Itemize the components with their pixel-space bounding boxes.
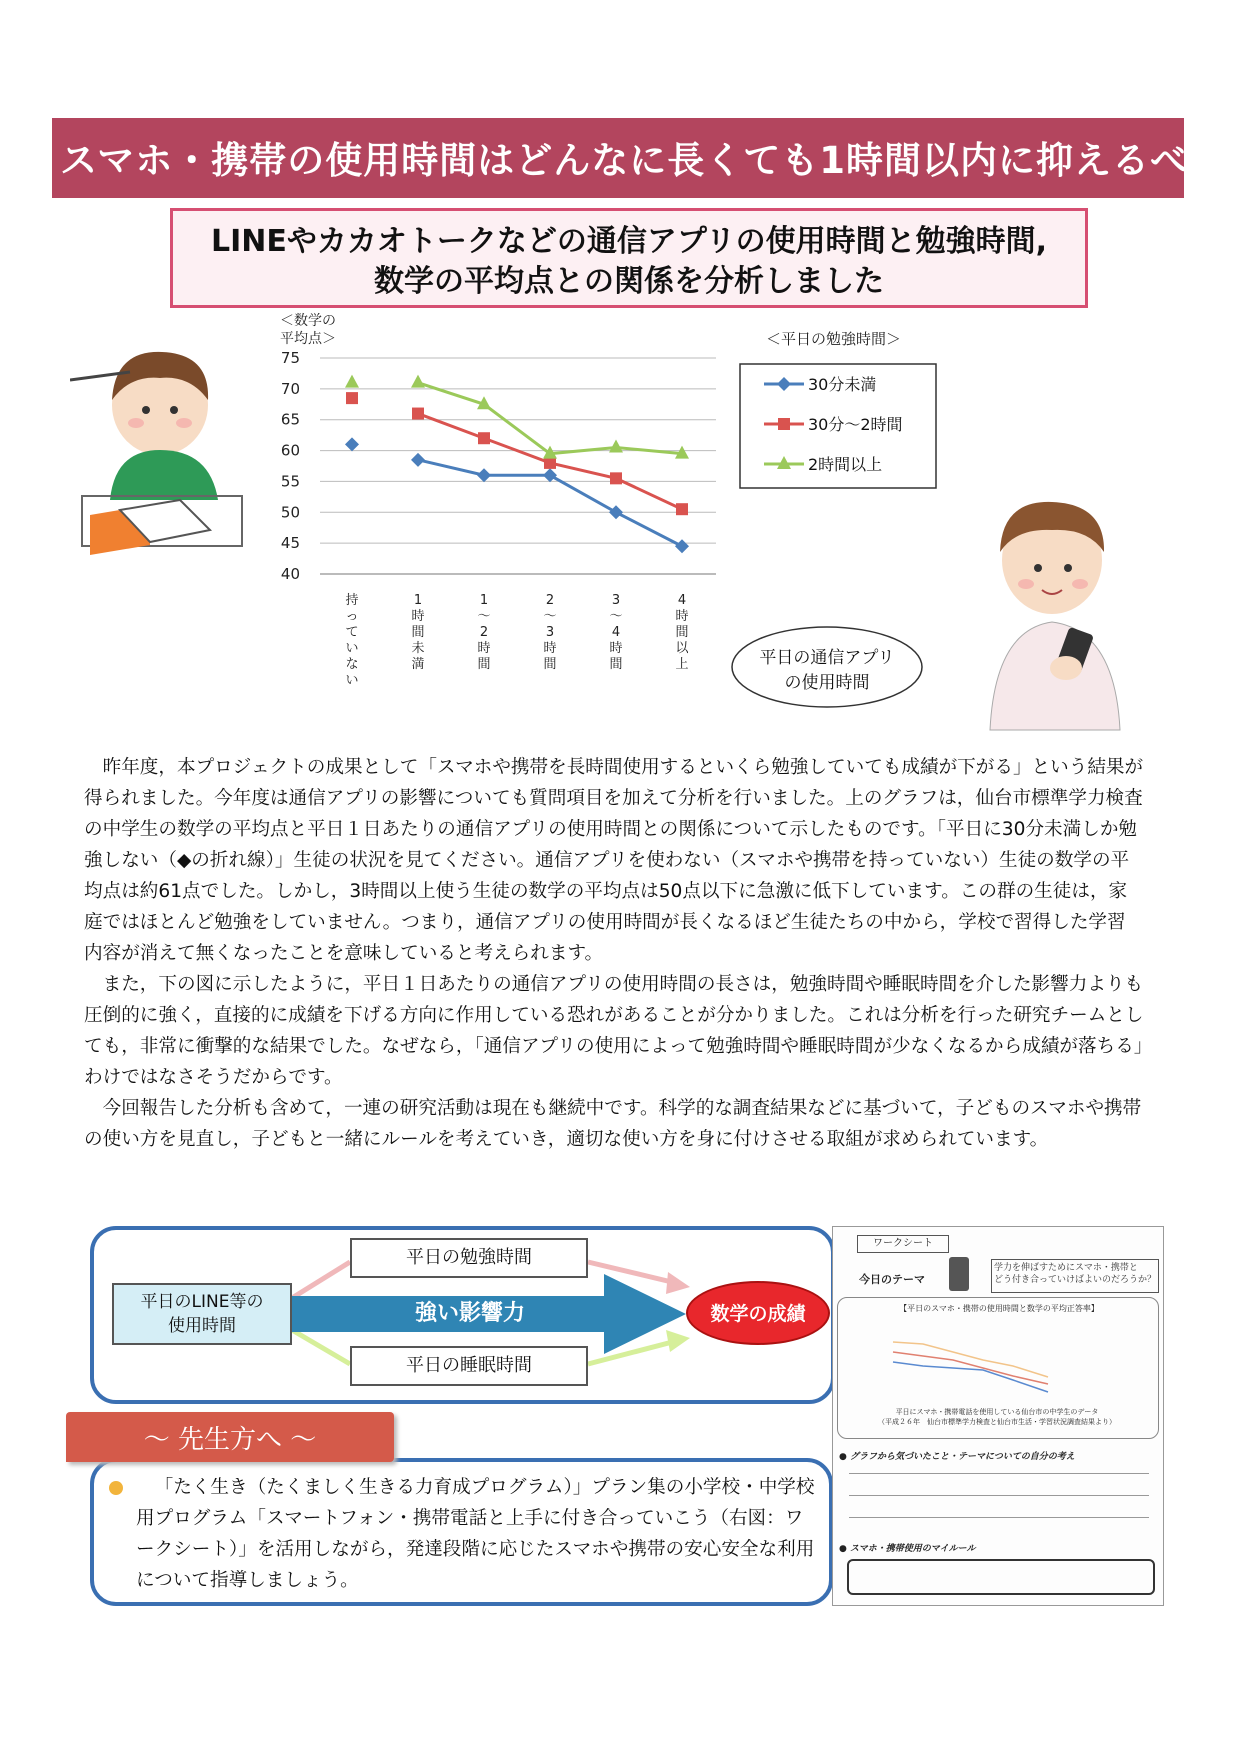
- sleep-time-box: 平日の睡眠時間: [350, 1346, 588, 1386]
- x-tick-label: 4: [677, 593, 687, 608]
- x-tick-label: 〜: [543, 609, 557, 624]
- worksheet-title: ワークシート: [857, 1235, 949, 1253]
- strong-influence-label: 強い影響力: [414, 1301, 525, 1326]
- legend-label: 30分〜2時間: [808, 415, 903, 434]
- x-tick-label: っ: [345, 609, 359, 624]
- worksheet-theme-text-2: どう付き合っていけばよいのだろうか？: [994, 1275, 1157, 1285]
- x-tick-label: 以: [675, 641, 689, 656]
- x-tick-label: 〜: [477, 609, 491, 624]
- x-tick-label: 3: [611, 593, 621, 608]
- page-title: スマホ・携帯の使用時間はどんなに長くても1時間以内に抑えるべき: [60, 139, 1227, 182]
- x-tick-label: い: [345, 673, 359, 688]
- paragraph-3: 今回報告した分析も含めて，一連の研究活動は現在も継続中です。科学的な調査結果などに基づいて，子どものスマホや携帯の使い方を見直し，子どもと一緒にルールを考えていき，適切な使い方を身に付けさせる取組が求められています。: [84, 1098, 1142, 1150]
- worksheet-source-2: （平成２６年 仙台市標準学力検査と仙台市生活・学習状況調査結果より）: [878, 1418, 1116, 1426]
- x-tick-label: て: [345, 625, 359, 640]
- y-tick-label: 70: [280, 379, 300, 398]
- x-tick-label: 上: [675, 657, 689, 672]
- legend-label: 30分未満: [808, 375, 877, 394]
- x-tick-label: 時: [543, 641, 557, 656]
- x-tick-label: 時: [609, 641, 623, 656]
- y-tick-label: 45: [280, 534, 300, 553]
- x-tick-label: 〜: [609, 609, 623, 624]
- x-tick-label: 満: [411, 657, 425, 672]
- paragraph-1: 昨年度，本プロジェクトの成果として「スマホや携帯を長時間使用するといくら勉強していても成績が下がる」という結果が得られました。今年度は通信アプリの影響についても質問項目を加えて分析を行いました。上のグラフは，仙台市標準学力検査の中学生の数学の平均点と平日１日あたりの通信アプリの使用時間との関係について示したものです。「平日に30分未満しか勉強しない（◆の折れ線）」生徒の状況を見てください。通信アプリを使わない（スマホや携帯を持っていない）生徒の数学の平均点は約61点でした。しかし，3時間以上使う生徒の数学の平均点は50点以下に急激に低下しています。この群の生徒は，家庭ではほとんど勉強をしていません。つまり，通信アプリの使用時間が長くなるほど生徒たちの中から，学校で習得した学習内容が消えて無くなったことを意味していると考えられます。: [84, 757, 1144, 964]
- study-time-box: 平日の勉強時間: [350, 1238, 588, 1278]
- y-tick-label: 40: [280, 565, 300, 583]
- worksheet-theme-text-1: 学力を伸ばすためにスマホ・携帯と: [994, 1263, 1138, 1273]
- x-tick-label: 4: [611, 625, 621, 640]
- worksheet-chart-caption: 【平日のスマホ・携帯の使用時間と数学の平均正答率】: [899, 1304, 1099, 1313]
- worksheet-q1: ● グラフから気づいたこと・テーマについての自分の考え: [839, 1452, 1075, 1462]
- subtitle-line-2: 数学の平均点との関係を分析しました: [374, 264, 884, 299]
- x-tick-label: 1: [479, 593, 489, 608]
- y-tick-label: 65: [280, 410, 300, 429]
- y-tick-label: 50: [280, 503, 300, 522]
- math-score-ellipse: 数学の成績: [686, 1281, 830, 1345]
- worksheet-theme-label: 今日のテーマ: [859, 1273, 925, 1286]
- chart-xlabel-line1: 平日の通信アプリ: [759, 648, 895, 668]
- worksheet-line-2: [849, 1495, 1149, 1496]
- worksheet-source-1: 平日にスマホ・携帯電話を使用している仙台市の中学生のデータ: [895, 1408, 1099, 1416]
- x-tick-label: 持: [345, 593, 359, 608]
- x-tick-label: 時: [477, 641, 491, 656]
- bullet-icon: [109, 1481, 123, 1495]
- teacher-note-text: 「たく生き（たくましく生きる力育成プログラム）」プラン集の小学校・中学校用プログラム「スマートフォン・携帯電話と上手に付き合っていこう（右図：ワークシート）」を活用しながら，発達段階に応じたスマホや携帯の安心安全な利用について指導しましょう。: [136, 1477, 815, 1591]
- line-usage-line-1: 平日のLINE等の: [140, 1292, 264, 1312]
- line-usage-box: [112, 1283, 292, 1345]
- worksheet-q2: ● スマホ・携帯使用のマイルール: [839, 1544, 976, 1554]
- paragraph-2: また，下の図に示したように，平日１日あたりの通信アプリの使用時間の長さは，勉強時間や睡眠時間を介した影響力よりも圧倒的に強く，直接的に成績を下げる方向に作用している恐れがあることが分かりました。これは分析を行った研究チームとしても，非常に衝撃的な結果でした。なぜなら，「通信アプリの使用によって勉強時間や睡眠時間が少なくなるから成績が落ちる」わけではなさそうだからです。: [84, 974, 1144, 1088]
- legend-label: 2時間以上: [808, 455, 883, 474]
- worksheet-source: [841, 1407, 1153, 1427]
- x-tick-label: 間: [411, 625, 425, 640]
- worksheet-line-3: [849, 1517, 1149, 1518]
- worksheet-line-1: [849, 1473, 1149, 1474]
- worksheet-theme-box: [991, 1259, 1159, 1293]
- line-usage-line-2: 使用時間: [168, 1316, 236, 1336]
- worksheet-thumbnail: [832, 1226, 1164, 1606]
- chart-legend-title: ＜平日の勉強時間＞: [766, 330, 902, 348]
- chart-ylabel-line1: ＜数学の: [280, 313, 336, 329]
- x-tick-label: い: [345, 641, 359, 656]
- y-tick-label: 75: [280, 349, 300, 367]
- x-tick-label: 間: [543, 657, 557, 672]
- x-tick-label: 未: [411, 641, 425, 656]
- x-tick-label: 1: [413, 593, 423, 608]
- worksheet-mini-chart: [873, 1322, 1073, 1402]
- x-tick-label: 間: [675, 625, 689, 640]
- x-tick-label: 間: [477, 657, 491, 672]
- x-tick-label: 2: [479, 625, 489, 640]
- phone-icon: [949, 1257, 969, 1291]
- x-tick-label: 時: [411, 609, 425, 624]
- chart-ylabel-line2: 平均点＞: [280, 331, 336, 347]
- x-tick-label: 2: [545, 593, 555, 608]
- y-tick-label: 60: [280, 441, 300, 460]
- x-tick-label: 3: [545, 625, 555, 640]
- y-tick-label: 55: [280, 472, 300, 491]
- chart-xlabel-line2: の使用時間: [784, 673, 870, 693]
- worksheet-rule-box: [847, 1559, 1155, 1595]
- teacher-note-header-text: 〜 先生方へ 〜: [143, 1425, 317, 1455]
- x-tick-label: な: [345, 657, 359, 672]
- subtitle-line-1: LINEやカカオトークなどの通信アプリの使用時間と勉強時間,: [210, 224, 1048, 259]
- x-tick-label: 間: [609, 657, 623, 672]
- x-tick-label: 時: [675, 609, 689, 624]
